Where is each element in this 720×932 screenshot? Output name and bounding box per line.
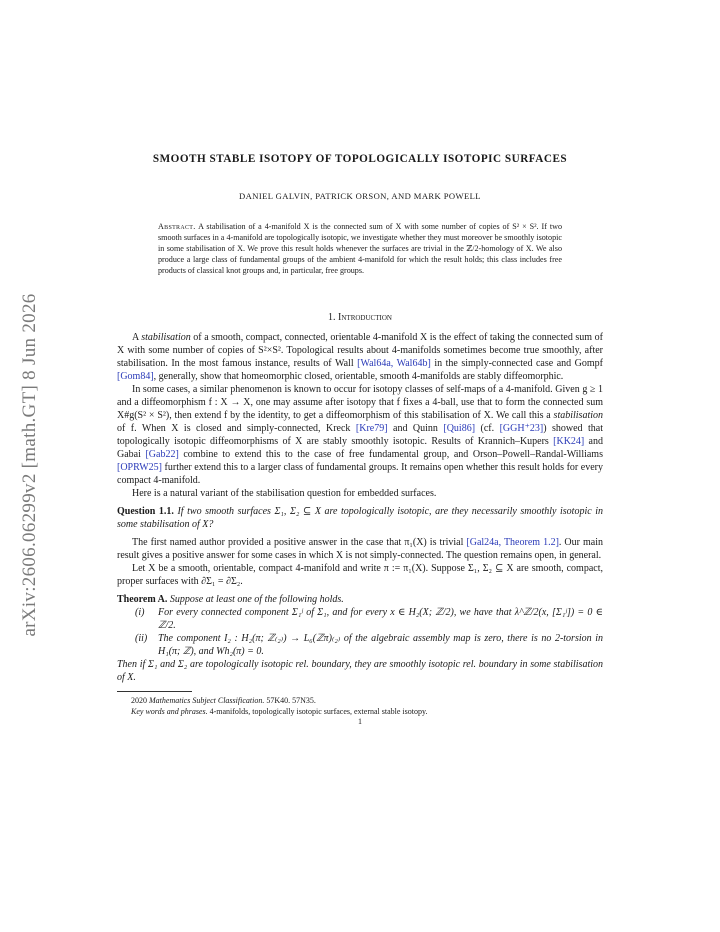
condition-label: (i) (135, 607, 145, 618)
citation-link[interactable]: [Gom84] (117, 371, 154, 382)
intro-paragraph-2: In some cases, a similar phenomenon is known to occur for isotopy classes of self-maps of a 4-manifold. Given g ≥ 1 and a diffeomorphism f : X → X, one may assume after isotopy that f fixes a 4-ball, use that to form the connected sum X#g(S² × S²), then extend f by the identity, to get a diffeomorphism of this stabilisation of X. We call this a stabilisation of f. When X is closed and simply-connected, Kreck [Kre79] and Quinn [Qui86] (cf. [GGH⁺23]) showed that topologically isotopic diffeomorphisms of X are stably smoothly isotopic. Results of Krannich–Kupers [KK24] and Gabai [Gab22] combine to extend this to the case of free fundamental group, and Orson–Powell–Randal-Williams [OPRW25] further extend this to a larger class of fundamental groups. It remains open whether this result holds for every compact 4-manifold. (117, 384, 603, 486)
citation-link[interactable]: [Qui86] (443, 423, 476, 434)
paper-title: SMOOTH STABLE ISOTOPY OF TOPOLOGICALLY ISOTOPIC SURFACES (152, 153, 568, 165)
intro-paragraph-4: The first named author provided a positive answer in the case that π₁(X) is trivial [Gal24a, Theorem 1.2]. Our main result gives a positive answer for some cases in which X is not simply-connected. The question remains open, in general. (117, 537, 604, 561)
theorem-condition (117, 606, 603, 632)
condition-text: For every connected component Σ₁ʲ of Σ₁, and for every x ∈ H₂(X; ℤ/2), we have that λ^ℤ/2(x, [Σ₁ʲ]) = 0 ∈ ℤ/2. (158, 607, 603, 631)
section-number: 1. (328, 312, 336, 323)
arxiv-stamp (10, 250, 50, 680)
paper-authors: DANIEL GALVIN, PATRICK ORSON, AND MARK POWELL (239, 191, 481, 201)
citation-link[interactable]: [Kre79] (355, 423, 388, 434)
citation-link[interactable]: [KK24] (553, 436, 585, 447)
page-number: 1 (358, 717, 362, 726)
abstract-text: A stabilisation of a 4-manifold X is the connected sum of X with some number of copies of S² × S². If two smooth surfaces in a 4-manifold are topologically isotopic, we investigate whether they must moreover be smoothly isotopic in some stabilisation of X. We prove this result holds whenever the surfaces are trivial in the ℤ/2-homology of X. We also produce a large class of fundamental groups of the ambient 4-manifold for which the result holds; this class includes free products of classical knot groups and, in particular, free groups. (158, 222, 562, 275)
citation-link[interactable]: [OPRW25] (117, 462, 162, 473)
abstract (158, 221, 562, 276)
intro-paragraph-5: Let X be a smooth, orientable, compact 4-manifold and write π := π₁(X). Suppose Σ₁, Σ₂ ⊆ X are smooth, compact, proper surfaces with ∂Σ₁ = ∂Σ₂. (117, 563, 603, 587)
theorem-label: Theorem A. (117, 594, 168, 605)
question-text: If two smooth surfaces Σ₁, Σ₂ ⊆ X are topologically isotopic, are they necessarily smoothly isotopic in some stabilisation of X? (117, 506, 604, 530)
section-title: Introduction (338, 312, 392, 323)
citation-link[interactable]: [Wal64a, Wal64b] (357, 358, 431, 369)
condition-label: (ii) (135, 633, 148, 644)
abstract-label: Abstract. (158, 222, 196, 231)
term-stabilisation: stabilisation (141, 332, 191, 343)
arxiv-stamp-text: arXiv:2606.06299v2 [math.GT] 8 Jun 2026 (19, 293, 40, 637)
keywords-label: Key words and phrases. (131, 707, 208, 716)
paper-page (117, 150, 603, 726)
theorem-condition (117, 632, 603, 658)
msc-label: Mathematics Subject Classification. (149, 696, 265, 705)
footnote-rule (117, 691, 192, 692)
footnote-msc: 2020 Mathematics Subject Classification. 57K40. 57N35. (131, 696, 316, 705)
condition-text: The component I₂ : H₂(π; ℤ₍₂₎) → L₆(ℤπ)₍₂₎ of the algebraic assembly map is zero, there is no 2-torsion in H₁(π; ℤ), and Wh₂(π) = 0. (158, 633, 603, 657)
footnote-keywords: Key words and phrases. 4-manifolds, topologically isotopic surfaces, external stable isotopy. (131, 707, 428, 716)
term-stabilisation: stabilisation (553, 410, 603, 421)
citation-link[interactable]: [Gal24a, Theorem 1.2] (466, 537, 559, 548)
citation-link[interactable]: [GGH⁺23] (499, 423, 544, 434)
question-label: Question 1.1. (117, 506, 174, 517)
citation-link[interactable]: [Gab22] (145, 449, 179, 460)
section-heading (117, 312, 603, 323)
question-1-1 (117, 505, 603, 531)
intro-paragraph-3: Here is a natural variant of the stabilisation question for embedded surfaces. (132, 488, 437, 499)
theorem-conditions (117, 606, 603, 658)
intro-paragraph-1: A stabilisation of a smooth, compact, connected, orientable 4-manifold X is the effect of taking the connected sum of X with some number of copies of S²×S². Topological results about 4-manifolds sometimes become true smoothly, after stabilisation. In the most famous instance, results of Wall [Wal64a, Wal64b] in the simply-connected case and Gompf [Gom84], generally, show that homeomorphic closed, orientable, smooth 4-manifolds are stably diffeomorphic. (117, 332, 604, 382)
theorem-a (117, 593, 603, 606)
theorem-conclusion: Then if Σ₁ and Σ₂ are topologically isotopic rel. boundary, they are smoothly isotopic rel. boundary in some stabilisation of X. (117, 659, 603, 683)
theorem-intro: Suppose at least one of the following holds. (169, 594, 344, 605)
